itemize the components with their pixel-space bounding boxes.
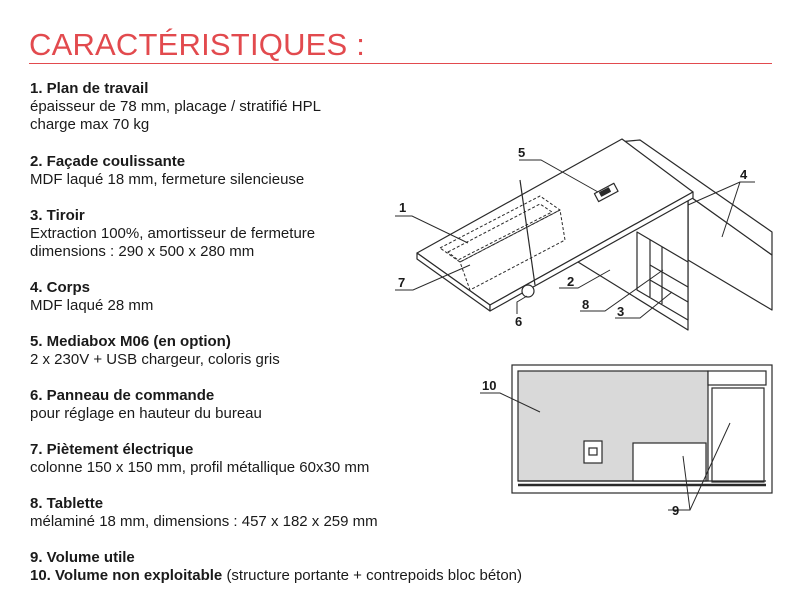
diagram-label-1: 1 — [399, 200, 407, 215]
spec-title: 5. Mediabox M06 (en option) — [30, 333, 231, 350]
spec-line: épaisseur de 78 mm, placage / stratifié HPL — [30, 98, 321, 115]
spec-title: 7. Piètement électrique — [30, 441, 194, 458]
spec-title: 2. Façade coulissante — [30, 153, 186, 170]
spec-title: 1. Plan de travail — [30, 80, 149, 97]
diagram-label-6: 6 — [515, 314, 523, 329]
diagram-label-3: 3 — [617, 304, 625, 319]
diagram-label-10: 10 — [482, 378, 497, 393]
spec-line: colonne 150 x 150 mm, profil métallique 60x30 mm — [30, 459, 370, 476]
diagram-label-7: 7 — [398, 275, 406, 290]
spec-line: MDF laqué 18 mm, fermeture silencieuse — [30, 171, 305, 188]
spec-title: 6. Panneau de commande — [30, 387, 215, 404]
spec-line: charge max 70 kg — [30, 116, 150, 133]
usable-volume-drawer — [633, 443, 706, 481]
diagram-label-8: 8 — [582, 297, 590, 312]
spec-line: MDF laqué 28 mm — [30, 297, 154, 314]
spec-title: 8. Tablette — [30, 495, 104, 512]
front-view-outline — [512, 365, 772, 493]
diagram-label-2: 2 — [567, 274, 575, 289]
front-mediabox — [584, 441, 602, 463]
spec-title: 3. Tiroir — [30, 207, 85, 224]
spec-note: (structure portante + contrepoids bloc béton) — [226, 567, 523, 584]
spec-line: 2 x 230V + USB chargeur, coloris gris — [30, 351, 280, 368]
spec-title: 4. Corps — [30, 279, 91, 296]
page-title: CARACTÉRISTIQUES : — [29, 27, 366, 62]
diagram-label-5: 5 — [518, 145, 526, 160]
diagram-label-4: 4 — [740, 167, 748, 182]
spec-title: 9. Volume utile — [30, 549, 135, 566]
spec-line: dimensions : 290 x 500 x 280 mm — [30, 243, 255, 260]
spec-line: pour réglage en hauteur du bureau — [30, 405, 262, 422]
usable-volume-right — [712, 388, 764, 482]
spec-line: Extraction 100%, amortisseur de fermeture — [30, 225, 316, 242]
spec-line: mélaminé 18 mm, dimensions : 457 x 182 x 259 mm — [30, 513, 378, 530]
spec-title-text: 10. Volume non exploitable — [30, 567, 223, 584]
diagram-label-9: 9 — [672, 503, 680, 518]
